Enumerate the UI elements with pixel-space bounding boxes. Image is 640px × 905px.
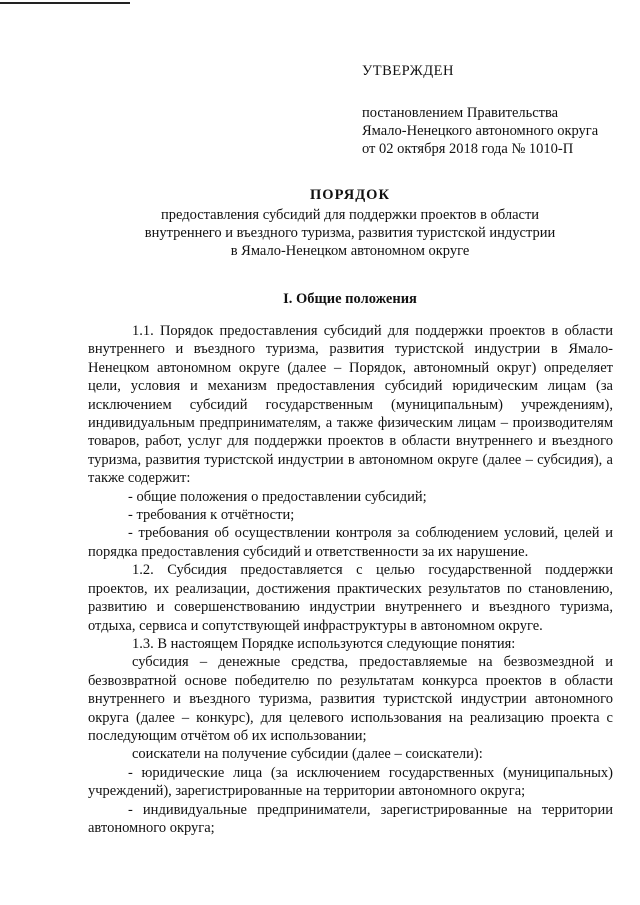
list-item: - требования об осуществлении контроля за соблюдением условий, целей и порядка предоставления субсидий и ответственности за их нарушение. <box>88 525 613 560</box>
approval-block <box>362 62 598 158</box>
approval-line: от 02 октября 2018 года № 1010-П <box>362 141 574 157</box>
paragraph-1-2: 1.2. Субсидия предоставляется с целью государственной поддержки проектов, их реализации, достижения практических результатов по становлению, развитию и совершенствованию индустрии внутреннего и въездного туризма, отдыха, сервиса и сопутствующей инфраструктуры в автономном округе. <box>88 562 613 634</box>
approved-label: УТВЕРЖДЕН <box>362 63 454 79</box>
approval-line: постановлением Правительства <box>362 105 559 121</box>
definition-applicants: соискатели на получение субсидии (далее – соискатели): <box>132 746 483 763</box>
definition-subsidy: субсидия – денежные средства, предоставляемые на безвозмездной и безвозвратной основе победителю по результатам конкурса проектов в области внутреннего и въездного туризма, развития туристской индустрии автономного округа (далее – конкурс), для целевого использования на реализацию проекта с последующим отчётом об их использовании; <box>88 654 613 744</box>
list-item: - требования к отчётности; <box>128 507 295 524</box>
paragraph-1-3: 1.3. В настоящем Порядке используются следующие понятия: <box>132 635 516 652</box>
list-item: - юридические лица (за исключением государственных (муниципальных) учреждений), зарегистрированные на территории автономного округа; <box>88 764 613 800</box>
title-subline: в Ямало-Ненецком автономном округе <box>230 243 470 259</box>
document-body <box>88 322 613 837</box>
approval-line: Ямало-Ненецкого автономного округа <box>362 123 599 139</box>
paragraph-1-1: 1.1. Порядок предоставления субсидий для поддержки проектов в области внутреннего и въездного туризма, развития туристской индустрии в Ямало-Ненецком автономном округе (далее – Порядок, автономный округ) определяет цели, условия и механизм предоставления субсидий юридическим лицам (за исключением субсидий государственным (муниципальным) учреждениям), индивидуальным предпринимателям, а также физическим лицам – производителям товаров, работ, услуг для поддержки проектов в области внутреннего и въездного туризма, развития туристской индустрии в автономном округе (далее – субсидия), а также содержит: <box>88 323 613 487</box>
title-main: ПОРЯДОК <box>310 187 390 203</box>
document-title <box>60 186 640 260</box>
title-subline: внутреннего и въездного туризма, развития туристской индустрии <box>144 225 556 241</box>
top-rule <box>0 2 130 4</box>
list-item: - индивидуальные предприниматели, зарегистрированные на территории автономного округа; <box>88 801 613 836</box>
title-subline: предоставления субсидий для поддержки проектов в области <box>160 207 540 223</box>
section-heading: I. Общие положения <box>283 291 417 307</box>
list-item: - общие положения о предоставлении субсидий; <box>128 488 427 505</box>
